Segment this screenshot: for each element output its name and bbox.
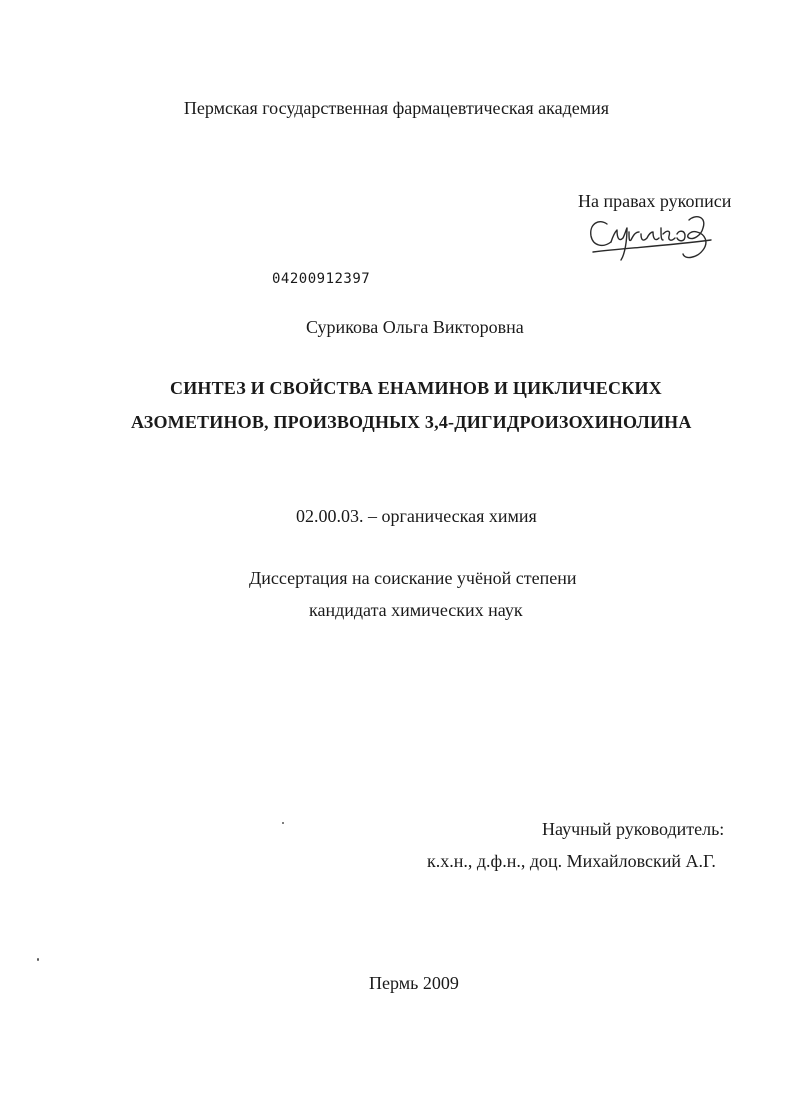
specialty-code: 02.00.03. – органическая химия xyxy=(296,506,537,526)
advisor-name: к.х.н., д.ф.н., доц. Михайловский А.Г. xyxy=(427,851,716,871)
document-code: 04200912397 xyxy=(272,271,371,287)
degree-statement-line-2: кандидата химических наук xyxy=(309,600,523,620)
manuscript-rights-note: На правах рукописи xyxy=(578,191,732,211)
scan-speck xyxy=(282,822,284,824)
scan-speck xyxy=(37,958,39,961)
advisor-label: Научный руководитель: xyxy=(542,819,725,839)
degree-statement-line-1: Диссертация на соискание учёной степени xyxy=(249,568,577,588)
author-name: Сурикова Ольга Викторовна xyxy=(306,317,524,337)
city-year: Пермь 2009 xyxy=(369,973,459,993)
institution-name: Пермская государственная фармацевтическая академия xyxy=(183,98,610,118)
dissertation-title-line-1: СИНТЕЗ И СВОЙСТВА ЕНАМИНОВ И ЦИКЛИЧЕСКИХ xyxy=(170,378,662,398)
dissertation-title-line-2: АЗОМЕТИНОВ, ПРОИЗВОДНЫХ 3,4-ДИГИДРОИЗОХИНОЛИНА xyxy=(131,412,692,432)
author-signature xyxy=(585,210,720,265)
